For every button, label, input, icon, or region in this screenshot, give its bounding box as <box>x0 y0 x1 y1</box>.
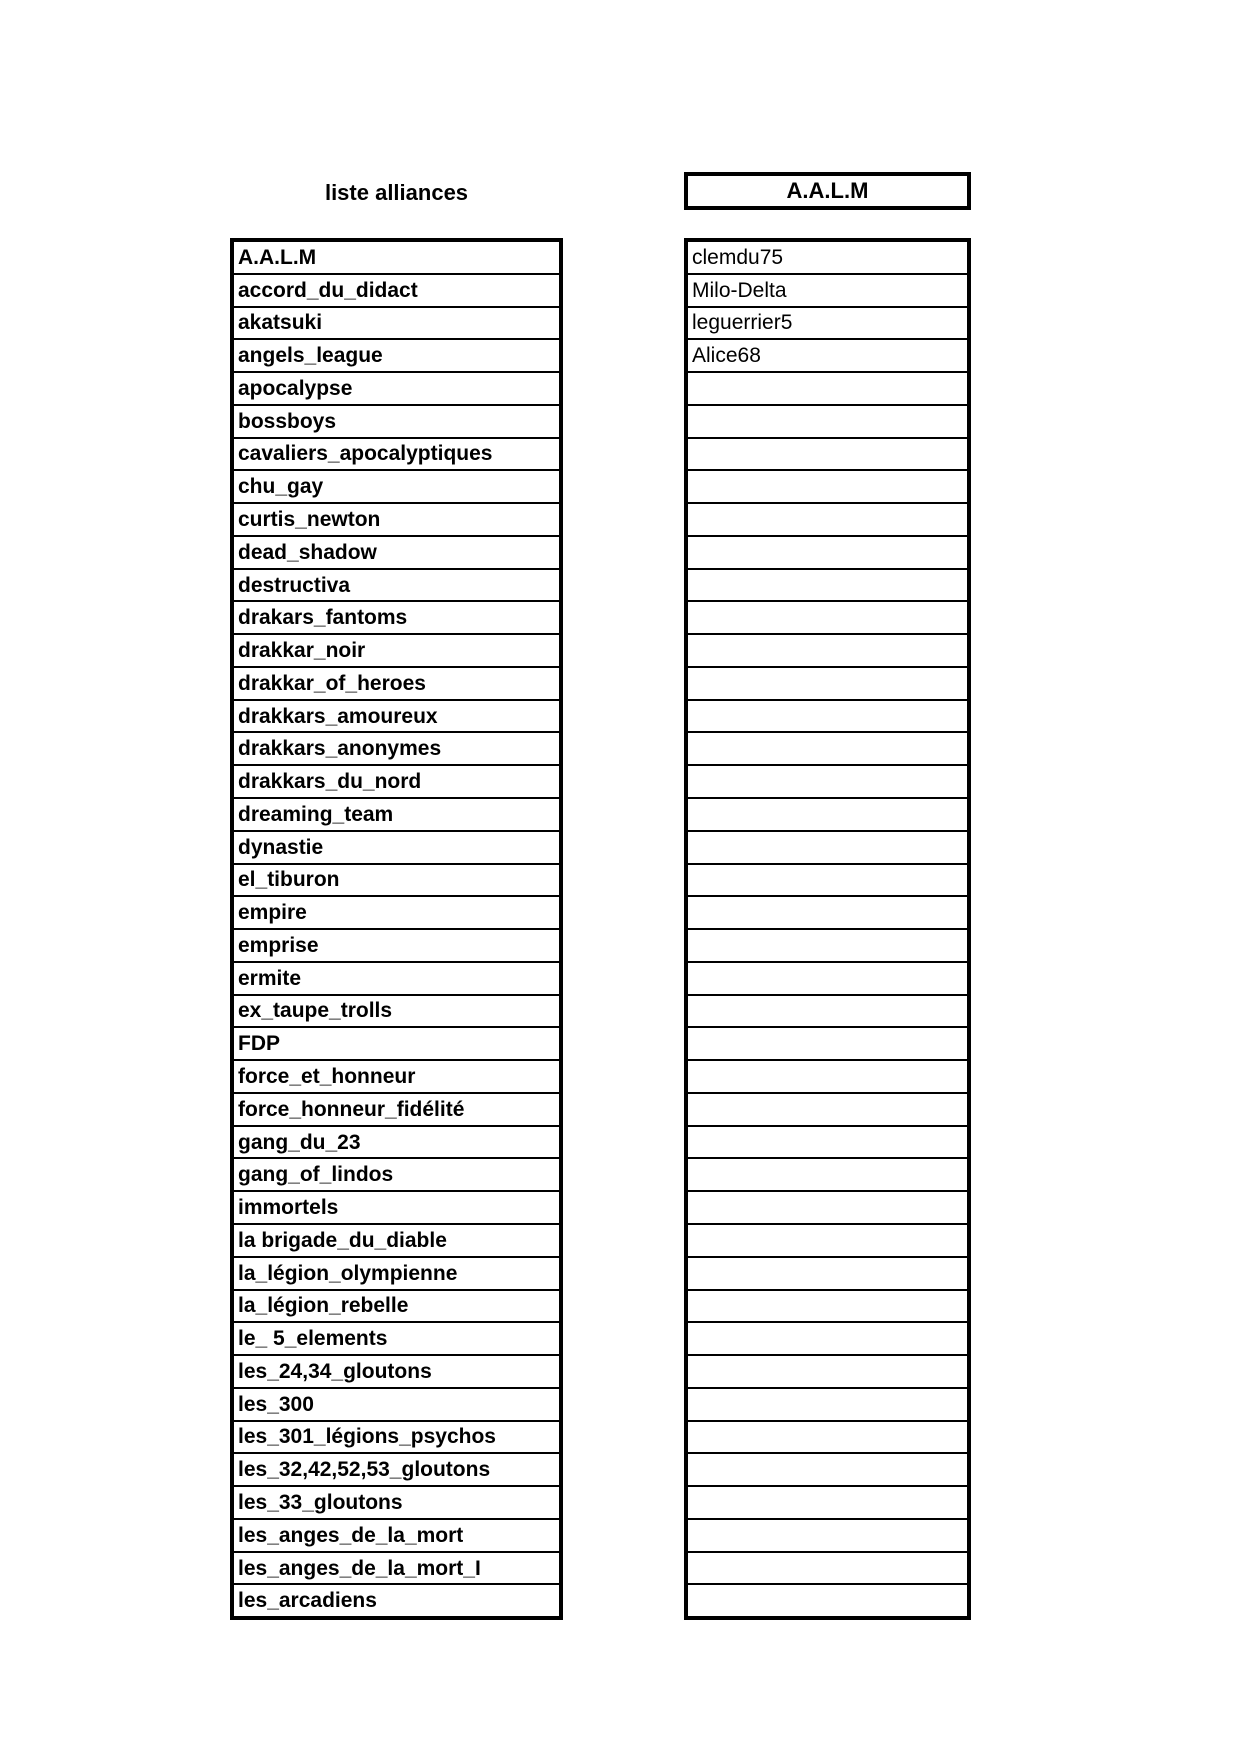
alliance-name: chu_gay <box>238 475 324 499</box>
empty-member-cell <box>688 930 967 963</box>
empty-member-cell <box>688 1127 967 1160</box>
alliance-name: dynastie <box>238 835 324 859</box>
alliance-cell <box>234 1422 559 1455</box>
alliance-name: emprise <box>238 933 319 957</box>
selected-alliance-name: A.A.L.M <box>786 178 869 203</box>
empty-member-cell <box>688 1422 967 1455</box>
alliance-name: les_anges_de_la_mort_I <box>238 1556 481 1580</box>
member-cell <box>688 340 967 373</box>
alliance-name: gang_du_23 <box>238 1130 361 1154</box>
member-name: Milo-Delta <box>692 278 787 302</box>
alliance-cell <box>234 1487 559 1520</box>
empty-member-cell <box>688 1061 967 1094</box>
empty-member-cell <box>688 635 967 668</box>
empty-member-cell <box>688 504 967 537</box>
alliance-name: ex_taupe_trolls <box>238 999 393 1023</box>
alliance-name: A.A.L.M <box>238 245 317 269</box>
alliance-name: la_légion_rebelle <box>238 1294 409 1318</box>
alliance-cell <box>234 897 559 930</box>
empty-member-cell <box>688 996 967 1029</box>
empty-member-cell <box>688 963 967 996</box>
alliance-cell <box>234 996 559 1029</box>
alliance-cell <box>234 1192 559 1225</box>
empty-member-cell <box>688 1389 967 1422</box>
empty-member-cell <box>688 1487 967 1520</box>
alliance-cell <box>234 1225 559 1258</box>
alliance-name: accord_du_didact <box>238 278 418 302</box>
alliance-cell <box>234 1585 559 1616</box>
alliance-name: dead_shadow <box>238 540 377 564</box>
alliance-cell <box>234 963 559 996</box>
alliance-cell <box>234 1061 559 1094</box>
alliance-name: drakkars_anonymes <box>238 737 442 761</box>
empty-member-cell <box>688 1159 967 1192</box>
empty-member-cell <box>688 1356 967 1389</box>
empty-member-cell <box>688 373 967 406</box>
alliance-name: angels_league <box>238 344 383 368</box>
alliance-name: immortels <box>238 1196 339 1220</box>
alliance-cell <box>234 275 559 308</box>
alliance-cell <box>234 1389 559 1422</box>
member-name: leguerrier5 <box>692 311 793 335</box>
alliance-cell <box>234 340 559 373</box>
alliance-name: drakkars_du_nord <box>238 770 422 794</box>
alliance-cell <box>234 308 559 341</box>
alliance-cell <box>234 766 559 799</box>
alliance-name: destructiva <box>238 573 351 597</box>
alliance-cell <box>234 930 559 963</box>
alliance-cell <box>234 570 559 603</box>
member-cell <box>688 275 967 308</box>
empty-member-cell <box>688 668 967 701</box>
alliance-name: ermite <box>238 966 302 990</box>
empty-member-cell <box>688 1028 967 1061</box>
empty-member-cell <box>688 766 967 799</box>
alliance-name: la brigade_du_diable <box>238 1228 447 1252</box>
alliance-cell <box>234 1291 559 1324</box>
empty-member-cell <box>688 897 967 930</box>
alliances-table <box>230 238 563 1620</box>
alliance-name: gang_of_lindos <box>238 1163 394 1187</box>
alliance-name: drakkars_amoureux <box>238 704 438 728</box>
alliance-cell <box>234 1323 559 1356</box>
alliance-cell <box>234 602 559 635</box>
alliance-name: dreaming_team <box>238 802 394 826</box>
alliance-cell <box>234 504 559 537</box>
empty-member-cell <box>688 406 967 439</box>
alliance-name: empire <box>238 901 307 925</box>
alliance-name: cavaliers_apocalyptiques <box>238 442 493 466</box>
alliance-name: les_33_gloutons <box>238 1490 403 1514</box>
alliance-name: les_32,42,52,53_gloutons <box>238 1458 491 1482</box>
alliance-name: force_et_honneur <box>238 1065 416 1089</box>
alliance-name: drakkar_of_heroes <box>238 671 426 695</box>
alliance-cell <box>234 865 559 898</box>
empty-member-cell <box>688 1454 967 1487</box>
empty-member-cell <box>688 733 967 766</box>
alliance-cell <box>234 1356 559 1389</box>
alliance-cell <box>234 373 559 406</box>
alliance-cell <box>234 406 559 439</box>
empty-member-cell <box>688 865 967 898</box>
alliances-list-title: liste alliances <box>324 180 469 205</box>
alliance-name: les_300 <box>238 1392 314 1416</box>
empty-member-cell <box>688 1258 967 1291</box>
alliance-name: la_légion_olympienne <box>238 1261 458 1285</box>
alliance-cell <box>234 1454 559 1487</box>
alliance-name: el_tiburon <box>238 868 340 892</box>
empty-member-cell <box>688 1585 967 1616</box>
alliance-name: le_ 5_elements <box>238 1327 388 1351</box>
alliance-cell <box>234 635 559 668</box>
alliance-cell <box>234 1520 559 1553</box>
alliance-cell <box>234 439 559 472</box>
alliance-name: apocalypse <box>238 376 353 400</box>
alliance-name: les_arcadiens <box>238 1589 377 1613</box>
alliance-name: les_anges_de_la_mort <box>238 1523 464 1547</box>
alliance-cell <box>234 1028 559 1061</box>
alliance-cell <box>234 1159 559 1192</box>
selected-alliance-header <box>684 172 971 210</box>
alliance-cell <box>234 1127 559 1160</box>
empty-member-cell <box>688 1094 967 1127</box>
empty-member-cell <box>688 537 967 570</box>
alliance-cell <box>234 799 559 832</box>
empty-member-cell <box>688 1192 967 1225</box>
alliance-cell <box>234 242 559 275</box>
empty-member-cell <box>688 439 967 472</box>
alliance-cell <box>234 668 559 701</box>
member-name: Alice68 <box>692 344 761 368</box>
member-cell <box>688 308 967 341</box>
empty-member-cell <box>688 570 967 603</box>
empty-member-cell <box>688 602 967 635</box>
member-name: clemdu75 <box>692 245 784 269</box>
alliance-name: akatsuki <box>238 311 323 335</box>
empty-member-cell <box>688 799 967 832</box>
empty-member-cell <box>688 832 967 865</box>
alliance-name: les_24,34_gloutons <box>238 1359 432 1383</box>
empty-member-cell <box>688 1520 967 1553</box>
alliance-cell <box>234 537 559 570</box>
alliance-name: les_301_légions_psychos <box>238 1425 496 1449</box>
alliance-cell <box>234 733 559 766</box>
alliance-name: drakars_fantoms <box>238 606 408 630</box>
empty-member-cell <box>688 1225 967 1258</box>
alliance-cell <box>234 701 559 734</box>
empty-member-cell <box>688 701 967 734</box>
alliance-cell <box>234 471 559 504</box>
members-table <box>684 238 971 1620</box>
alliance-cell <box>234 1258 559 1291</box>
empty-member-cell <box>688 1291 967 1324</box>
alliance-name: drakkar_noir <box>238 639 366 663</box>
alliance-name: curtis_newton <box>238 508 381 531</box>
alliance-name: force_honneur_fidélité <box>238 1097 465 1121</box>
alliance-name: bossboys <box>238 409 337 433</box>
alliance-name: FDP <box>238 1032 280 1056</box>
empty-member-cell <box>688 1323 967 1356</box>
alliance-cell <box>234 1094 559 1127</box>
member-cell <box>688 242 967 275</box>
alliance-cell <box>234 832 559 865</box>
empty-member-cell <box>688 471 967 504</box>
empty-member-cell <box>688 1553 967 1586</box>
alliance-cell <box>234 1553 559 1586</box>
